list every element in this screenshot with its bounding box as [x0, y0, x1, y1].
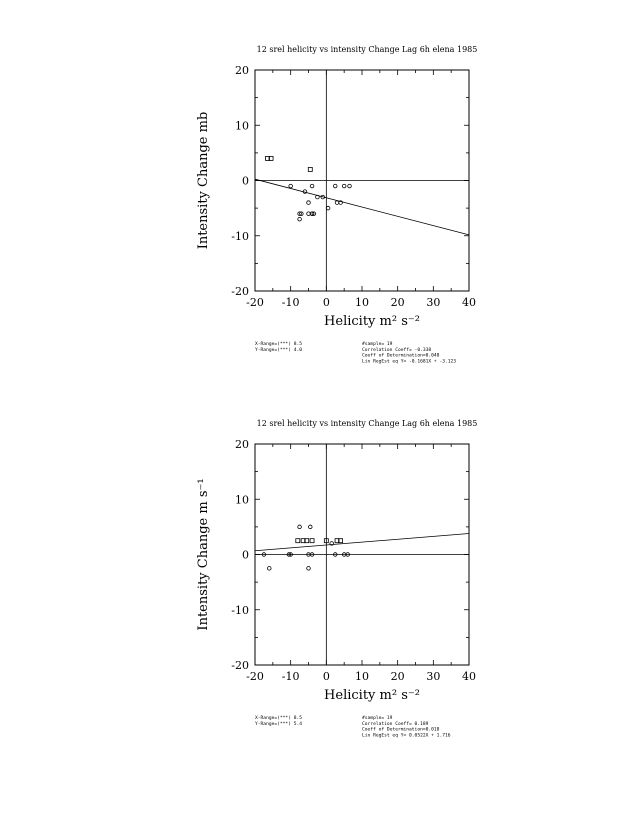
- stats-right-line: Lin RegEst eq Y= 0.0522X + 1.716: [362, 733, 451, 739]
- y-tick-label: -10: [231, 603, 249, 617]
- stats-right-line: Correlation Coeff= -0.338: [362, 347, 432, 353]
- x-tick-label: 30: [426, 296, 441, 309]
- x-tick-label: 30: [426, 670, 441, 683]
- x-axis-label: Helicity m² s⁻²: [324, 688, 420, 703]
- y-tick-label: 0: [242, 174, 249, 188]
- stats-left-line: Y-Range=(***) 4.0: [255, 347, 303, 353]
- stats-right-line: Coeff of Determination=0.018: [362, 727, 440, 733]
- x-tick-label: 0: [322, 670, 330, 683]
- stats-right-line: #sample= 19: [362, 716, 393, 721]
- x-tick-label: -10: [281, 296, 300, 309]
- stats-left-line: X-Range=(***) 8.5: [255, 716, 303, 721]
- x-tick-label: 0: [322, 296, 330, 309]
- x-axis-label: Helicity m² s⁻²: [324, 314, 420, 329]
- stats-left-line: X-Range=(***) 8.5: [255, 342, 303, 347]
- x-tick-label: 10: [355, 670, 369, 683]
- y-tick-label: -20: [231, 659, 249, 672]
- x-tick-label: 20: [390, 296, 405, 309]
- y-tick-label: -10: [231, 229, 249, 243]
- y-tick-label: 10: [235, 493, 249, 507]
- stats-right-line: #sample= 19: [362, 342, 393, 347]
- chart-title: 12 srel helicity vs intensity Change Lag 6h elena 1985: [256, 45, 478, 54]
- y-tick-label: 20: [235, 64, 249, 77]
- y-tick-label: 20: [235, 438, 249, 451]
- stats-right-line: Lin RegEst eq Y= -0.1681X + -3.123: [362, 359, 457, 365]
- y-tick-label: 10: [235, 119, 249, 133]
- stats-right-line: Coeff of Determination=0.048: [362, 353, 440, 359]
- y-tick-label: -20: [231, 285, 249, 298]
- y-axis-label: Intensity Change m s⁻¹: [196, 478, 211, 631]
- x-tick-label: 40: [462, 296, 476, 309]
- x-tick-label: 20: [390, 670, 405, 683]
- chart-title: 12 srel helicity vs intensity Change Lag 6h elena 1985: [256, 419, 478, 428]
- y-axis-label: Intensity Change mb: [196, 111, 211, 250]
- x-tick-label: -20: [246, 296, 264, 309]
- stats-left-line: Y-Range=(***) 5.4: [255, 721, 303, 727]
- stats-right-line: Correlation Coeff= 0.189: [362, 721, 429, 727]
- x-tick-label: -10: [281, 670, 300, 683]
- x-tick-label: 40: [462, 670, 476, 683]
- x-tick-label: 10: [355, 296, 369, 309]
- x-tick-label: -20: [246, 670, 264, 683]
- y-tick-label: 0: [242, 548, 249, 562]
